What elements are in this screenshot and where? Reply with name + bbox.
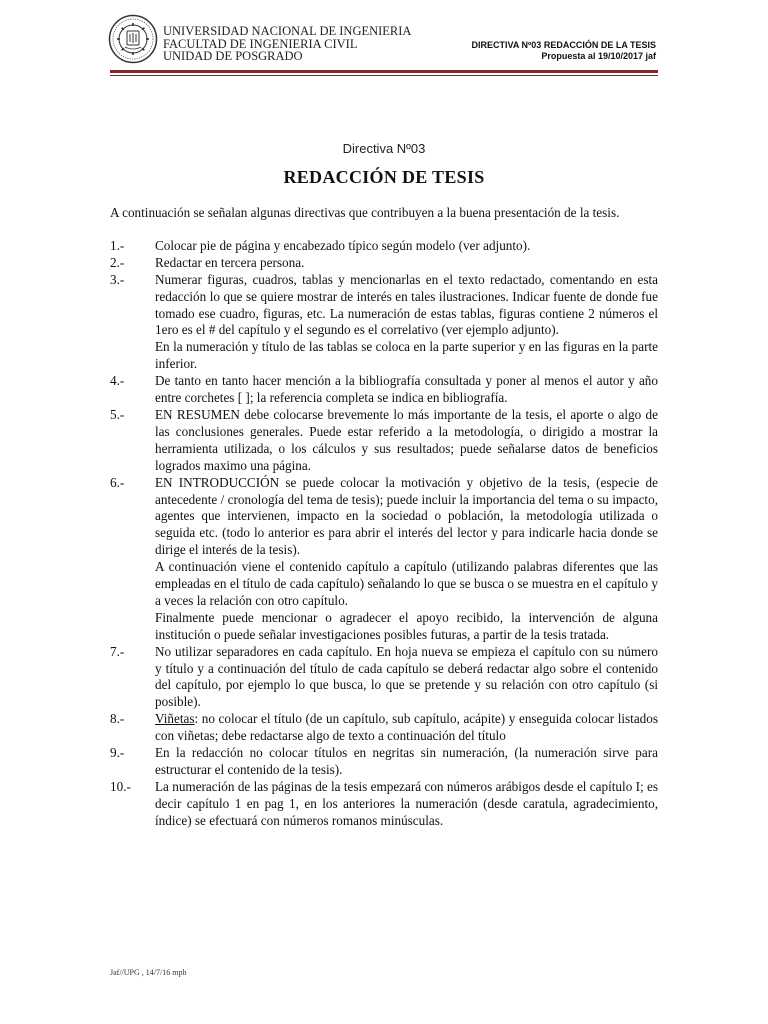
item-number: 5.-: [110, 406, 125, 422]
item-text: En la redacción no colocar títulos en negritas sin numeración, (la numeración sirve para estructurar el contenido de la tesis).: [155, 745, 658, 777]
header-reference: [472, 40, 656, 62]
document-subtitle: Directiva Nº03: [342, 141, 426, 156]
faculty-name: FACULTAD DE INGENIERIA CIVIL: [163, 36, 358, 51]
item-text: Finalmente puede mencionar o agradecer el apoyo recibido, la intervención de alguna institución o puede señalar investigaciones posibles futuras, a partir de la tesis tratada.: [155, 609, 658, 642]
item-text: Numerar figuras, cuadros, tablas y mencionarlas en el texto redactado, comentando en esta redacción lo que se quiere mostrar de interés en tales ilustraciones. Indicar fuente de donde fue tomado ese cuadro, figuras, etc. La numeración de estas tablas, figuras contiene 2 números el 1ero es el # del capítulo y el segundo es el correlativo (ver ejemplo adjunto).: [155, 271, 658, 338]
item-number: 4.-: [110, 373, 125, 389]
item-number: 9.-: [110, 745, 125, 761]
item-number: 3.-: [110, 271, 125, 287]
item-number: 10.-: [110, 778, 131, 794]
item-text: En la numeración y título de las tablas se coloca en la parte superior y en las figuras en la parte inferior.: [155, 339, 658, 372]
institution-block: [163, 25, 411, 63]
item-number: 6.-: [110, 474, 125, 490]
item-text: A continuación viene el contenido capítulo a capítulo (utilizando palabras diferentes que las empleadas en el título de cada capítulo) señalando lo que se busca o se muestra en el capítulo y a veces la relación con otro capítulo.: [155, 559, 658, 608]
list-item: [110, 745, 658, 779]
item-text: EN INTRODUCCIÓN se puede colocar la motivación y objetivo de la tesis, (especie de antecedente / cronología del tema de tesis); puede incluir la importancia del tema o su impacto, agentes que intervienen, impacto en la sociedad o población, la metodología utilizada o seguida etc. (todo lo anterior es para abrir el interés del lector y para indicarle hacia donde se dirige el interés de la tesis).: [155, 474, 658, 558]
list-item: [110, 272, 658, 373]
list-item: [110, 238, 658, 255]
document-body: [110, 205, 658, 830]
list-item: [110, 373, 658, 407]
document-title: REDACCIÓN DE TESIS: [283, 167, 485, 187]
list-item: [110, 475, 658, 644]
directive-reference: DIRECTIVA Nº03 REDACCIÓN DE LA TESIS: [471, 40, 656, 50]
university-name: UNIVERSIDAD NACIONAL DE INGENIERIA: [163, 24, 412, 38]
proposal-date: Propuesta al 19/10/2017 jaf: [541, 51, 656, 61]
list-item: [110, 255, 658, 272]
list-item: [110, 711, 658, 745]
item-text: La numeración de las páginas de la tesis empezará con números arábigos desde el capítulo I; es decir capítulo 1 en pag 1, en los anteriores la numeración (desde caratula, agradecimiento, índice) se efectuará con números romanos minúsculas.: [155, 778, 658, 828]
list-item: [110, 779, 658, 830]
item-text: Redactar en tercera persona.: [155, 254, 305, 270]
header-rule-thin: [110, 75, 658, 76]
item-text: No utilizar separadores en cada capítulo. En hoja nueva se empieza el capítulo con su número y título y a continuación del título de cada capítulo se deberá redactar algo sobre el contenido del capítulo, por ejemplo lo que busca, lo que se pretende y su relación con otro capítulo (si posible).: [155, 643, 658, 710]
list-item: [110, 407, 658, 475]
unit-name: UNIDAD DE POSGRADO: [163, 49, 303, 63]
item-number: 8.-: [110, 711, 125, 727]
item-text: De tanto en tanto hacer mención a la bibliografía consultada y poner al menos el autor y año entre corchetes [ ]; la referencia completa se indica en bibliografía.: [155, 373, 658, 406]
header-rule-thick: [110, 70, 658, 73]
vinetas-term: Viñetas: [155, 711, 195, 727]
intro-paragraph: A continuación se señalan algunas directivas que contribuyen a la buena presentación de la tesis.: [110, 205, 620, 220]
item-text: [155, 711, 658, 745]
page-footer: Jaf//UPG , 14/7/16 mpb: [110, 968, 187, 977]
item-number: 2.-: [110, 254, 125, 270]
item-number: 7.-: [110, 643, 125, 659]
item-text: Colocar pie de página y encabezado típico según modelo (ver adjunto).: [155, 237, 531, 253]
vinetas-text: : no colocar el título (de un capítulo, sub capítulo, acápite) y enseguida colocar listados con viñetas; debe redactarse algo de texto a continuación del título: [155, 711, 658, 744]
list-item: [110, 644, 658, 712]
item-number: 1.-: [110, 237, 125, 253]
university-seal-icon: [108, 14, 158, 64]
item-text: EN RESUMEN debe colocarse brevemente lo más importante de la tesis, el aporte o algo de las conclusiones generales. Puede estar referido a la metodología, o dirigido a mostrar la herramienta utilizada, o los cálculos y sus resultados; puede señalarse datos de beneficios logrados maximo una página.: [155, 406, 658, 473]
